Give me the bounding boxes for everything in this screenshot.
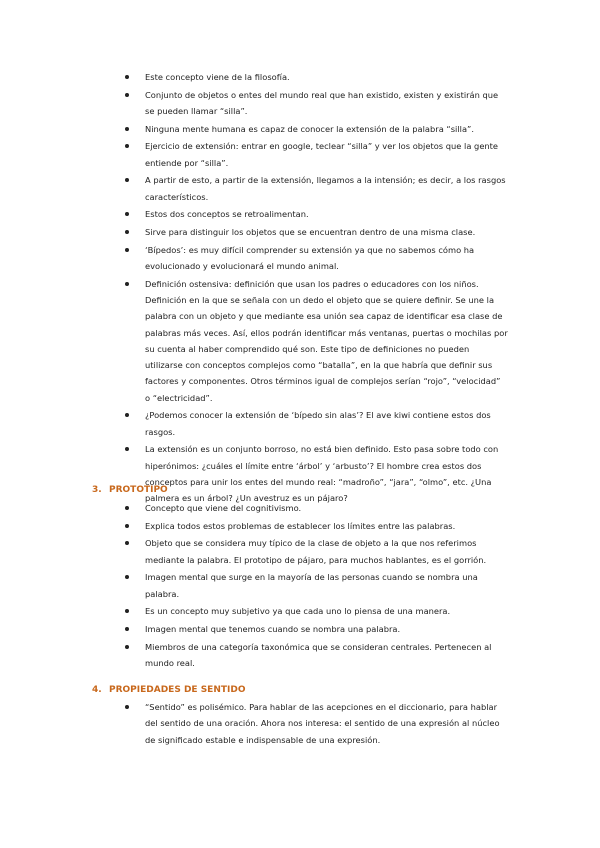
section-number: 4. [92,685,102,695]
list-item: Miembros de una categoría taxonómica que se consideran centrales. Pertenecen al mundo real. [0,639,600,672]
prototipo-bullet-list [0,500,600,673]
list-item: Objeto que se considera muy típico de la clase de objeto a la que nos referimos mediante la palabra. El prototipo de pájaro, para muchos hablantes, es el gorrión. [0,535,600,568]
list-item: “Sentido” es polisémico. Para hablar de las acepciones en el diccionario, para hablar del sentido de una oración. Ahora nos interesa: el sentido de una expresión al núcleo de significado estable e indispensable de una expresión. [0,699,600,748]
list-item: Es un concepto muy subjetivo ya que cada uno lo piensa de una manera. [0,603,600,619]
list-item: A partir de esto, a partir de la extensión, llegamos a la intensión; es decir, a los rasgos característicos. [0,172,600,205]
list-item: Explica todos estos problemas de establecer los límites entre las palabras. [0,518,600,534]
list-item: Imagen mental que tenemos cuando se nombra una palabra. [0,621,600,637]
section-heading-prototipo [92,484,168,496]
section-title: PROPIEDADES DE SENTIDO [109,685,246,695]
list-item: Estos dos conceptos se retroalimentan. [0,206,600,222]
list-item: Conjunto de objetos o entes del mundo real que han existido, existen y existirán que se pueden llamar “silla”. [0,87,600,120]
list-item: ‘Bípedos’: es muy difícil comprender su extensión ya que no sabemos cómo ha evolucionado y evolucionará el mundo animal. [0,242,600,275]
list-item: Concepto que viene del cognitivismo. [0,500,600,516]
list-item: Ninguna mente humana es capaz de conocer la extensión de la palabra “silla”. [0,121,600,137]
section-number: 3. [92,485,102,495]
list-item: Sirve para distinguir los objetos que se encuentran dentro de una misma clase. [0,224,600,240]
section-title: PROTOTIPO [109,485,168,495]
extension-bullet-list [0,69,600,508]
section-heading-propiedades-de-sentido [92,684,245,696]
list-item: ¿Podemos conocer la extensión de ‘bípedo sin alas’? El ave kiwi contiene estos dos rasgos. [0,407,600,440]
list-item: Definición ostensiva: definición que usan los padres o educadores con los niños. Definición en la que se señala con un dedo el objeto que se quiere definir. Se une la palabra con un objeto y que mediante esa unión sea capaz de identificar esa clase de palabras más veces. Así, ellos podrán identificar más ventanas, puertas o mochilas por su cuenta al haber comprendido qué son. Este tipo de definiciones no pueden utilizarse con conceptos complejos como “batalla”, en la que habría que definir sus factores y componentes. Otros términos igual de complejos serían “rojo”, “velocidad” o “electricidad”. [0,276,600,406]
list-item: Este concepto viene de la filosofía. [0,69,600,85]
list-item: La extensión es un conjunto borroso, no está bien definido. Esto pasa sobre todo con hiperónimos: ¿cuáles el límite entre ‘árbol’ y ‘arbusto’? El hombre crea estos dos conceptos para unir los entes del mundo real: “madroño”, “jara”, “olmo”, etc. ¿Una palmera es un árbol? ¿Un avestruz es un pájaro? [0,441,600,506]
list-item: Imagen mental que surge en la mayoría de las personas cuando se nombra una palabra. [0,569,600,602]
list-item: Ejercicio de extensión: entrar en google, teclear “silla” y ver los objetos que la gente entiende por “silla”. [0,138,600,171]
sentido-bullet-list [0,699,600,749]
